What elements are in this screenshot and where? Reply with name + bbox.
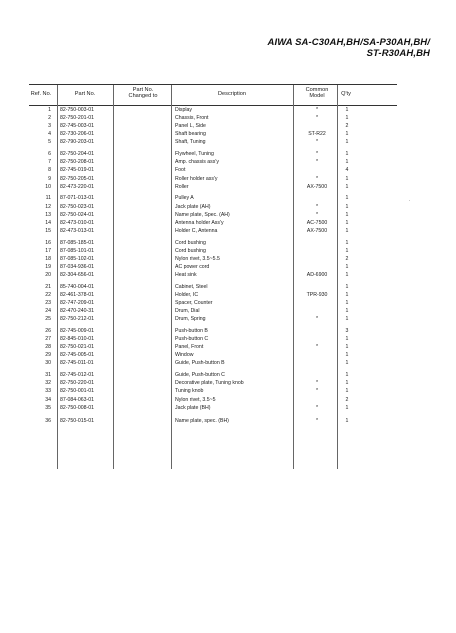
qty-cell: 2 bbox=[345, 255, 349, 262]
description-cell: Drum, Dial bbox=[175, 308, 200, 315]
description-cell: Name plate, Spec. (AH) bbox=[175, 211, 230, 218]
table-row bbox=[29, 284, 397, 291]
ref-no-cell: 24 bbox=[45, 308, 51, 315]
qty-cell: 1 bbox=[345, 372, 349, 379]
ref-no-cell: 5 bbox=[48, 139, 51, 146]
part-no-cell: 82-750-001-01 bbox=[60, 388, 95, 395]
description-cell: AC power cord bbox=[175, 263, 210, 270]
part-no-cell: 82-473-010-01 bbox=[60, 219, 95, 226]
ref-no-cell: 33 bbox=[45, 388, 51, 395]
table-row bbox=[29, 240, 397, 247]
qty-cell: 2 bbox=[345, 396, 349, 403]
common-model-cell: * bbox=[315, 344, 319, 351]
ref-no-cell: 13 bbox=[45, 211, 51, 218]
qty-cell: 1 bbox=[345, 344, 349, 351]
document-title-line1: AIWA SA-C30AH,BH/SA-P30AH,BH/ bbox=[267, 37, 430, 48]
table-row bbox=[29, 292, 397, 299]
part-no-cell: 82-747-209-01 bbox=[60, 300, 95, 306]
part-no-cell: 82-745-003-01 bbox=[60, 123, 95, 130]
qty-cell: 1 bbox=[345, 211, 349, 218]
qty-cell: 1 bbox=[345, 175, 349, 182]
description-cell: Jack plate (AH) bbox=[175, 203, 211, 210]
ref-no-cell: 9 bbox=[48, 175, 51, 182]
qty-cell: 1 bbox=[345, 404, 349, 411]
ref-no-cell: 17 bbox=[45, 247, 51, 254]
common-model-cell: * bbox=[315, 115, 319, 122]
qty-cell: 1 bbox=[345, 308, 349, 315]
ref-no-cell: 35 bbox=[45, 404, 51, 411]
column-divider bbox=[57, 85, 58, 105]
description-cell: Panel, Front bbox=[175, 344, 204, 351]
part-no-cell: 82-845-010-01 bbox=[60, 336, 95, 343]
common-model-cell: ST-R22 bbox=[308, 131, 326, 138]
part-no-cell: 87-085-102-01 bbox=[60, 255, 95, 262]
description-cell: Spacer, Counter bbox=[175, 300, 213, 306]
part-no-cell: 82-750-015-01 bbox=[60, 418, 95, 425]
ref-no-cell: 34 bbox=[45, 396, 51, 403]
common-model-cell: AC-7500 bbox=[306, 219, 328, 226]
description-cell: Heat sink bbox=[175, 272, 197, 278]
part-no-cell: 82-750-021-01 bbox=[60, 344, 95, 351]
part-no-cell: 82-745-012-01 bbox=[60, 372, 95, 379]
ref-no-cell: 20 bbox=[45, 272, 51, 278]
part-no-cell: 82-750-204-01 bbox=[60, 151, 95, 158]
description-cell: Panel L, Side bbox=[175, 123, 206, 130]
description-cell: Cord bushing bbox=[175, 239, 206, 246]
qty-cell: 1 bbox=[345, 316, 349, 323]
qty-cell: 1 bbox=[345, 247, 349, 254]
common-model-cell: AX-7500 bbox=[306, 227, 328, 234]
document-title-line2: ST-R30AH,BH bbox=[366, 48, 430, 59]
ref-no-cell: 25 bbox=[45, 316, 51, 323]
ref-no-cell: 36 bbox=[45, 418, 51, 425]
ref-no-cell: 6 bbox=[48, 151, 51, 158]
common-model-cell: AX-7500 bbox=[306, 183, 328, 190]
part-no-cell: 82-750-208-01 bbox=[60, 159, 95, 166]
table-row bbox=[29, 151, 397, 158]
description-cell: Guide, Push-button B bbox=[175, 360, 225, 367]
description-cell: Nylon rivet, 3.5~5.5 bbox=[175, 255, 220, 262]
table-row bbox=[29, 256, 397, 263]
part-no-cell: 82-750-212-01 bbox=[60, 316, 95, 323]
ref-no-cell: 11 bbox=[45, 195, 51, 202]
table-row bbox=[29, 167, 397, 174]
qty-cell: 1 bbox=[345, 131, 349, 138]
table-row bbox=[29, 272, 397, 279]
part-no-cell: 87-034-936-01 bbox=[60, 263, 95, 270]
common-model-cell: * bbox=[315, 139, 319, 146]
part-no-cell: 82-745-019-01 bbox=[60, 167, 95, 174]
ref-no-cell: 29 bbox=[45, 352, 51, 359]
table-row bbox=[29, 328, 397, 335]
col-description: Description bbox=[218, 91, 246, 97]
description-cell: Cord bushing bbox=[175, 247, 206, 254]
description-cell: Drum, Spring bbox=[175, 316, 206, 323]
table-row bbox=[29, 418, 397, 425]
description-cell: Name plate, spec. (BH) bbox=[175, 418, 229, 425]
part-no-cell: 82-790-203-01 bbox=[60, 139, 95, 146]
table-row bbox=[29, 131, 397, 138]
table-row bbox=[29, 204, 397, 211]
part-no-cell: 82-750-024-01 bbox=[60, 211, 95, 218]
qty-cell: 1 bbox=[345, 336, 349, 343]
part-no-cell: 82-461-378-01 bbox=[60, 291, 95, 298]
description-cell: Display bbox=[175, 107, 193, 113]
common-model-cell: * bbox=[315, 418, 319, 425]
qty-cell: 1 bbox=[345, 291, 349, 298]
qty-cell: 1 bbox=[345, 183, 349, 190]
qty-cell: 1 bbox=[345, 115, 349, 122]
description-cell: Roller holder ass'y bbox=[175, 175, 218, 182]
description-cell: Window bbox=[175, 352, 194, 359]
description-cell: Antenna holder Ass'y bbox=[175, 219, 224, 226]
common-model-cell: AD-6900 bbox=[306, 272, 328, 278]
qty-cell: 1 bbox=[345, 239, 349, 246]
qty-cell: 1 bbox=[345, 195, 349, 202]
part-no-cell: 82-470-240-31 bbox=[60, 308, 95, 315]
part-no-cell: 82-750-220-01 bbox=[60, 380, 95, 387]
ref-no-cell: 12 bbox=[45, 203, 51, 210]
part-no-cell: 85-740-004-01 bbox=[60, 283, 95, 290]
part-no-cell: 82-304-656-01 bbox=[60, 272, 95, 278]
part-no-cell: 82-730-206-01 bbox=[60, 131, 95, 138]
col-qty: Q'ty bbox=[341, 91, 351, 97]
col-ref-no: Ref. No. bbox=[30, 91, 52, 97]
table-row bbox=[29, 195, 397, 202]
table-row bbox=[29, 397, 397, 404]
common-model-cell: TPR-930 bbox=[306, 291, 328, 298]
qty-cell: 3 bbox=[345, 328, 349, 334]
qty-cell: 1 bbox=[345, 388, 349, 395]
table-header bbox=[29, 84, 397, 106]
table-row bbox=[29, 107, 397, 114]
column-divider bbox=[171, 85, 172, 105]
qty-cell: 1 bbox=[345, 219, 349, 226]
table-row bbox=[29, 139, 397, 146]
table-row bbox=[29, 115, 397, 122]
description-cell: Shaft bearing bbox=[175, 131, 206, 138]
table-row bbox=[29, 380, 397, 387]
qty-cell: 1 bbox=[345, 203, 349, 210]
col-common-model: Common Model bbox=[305, 87, 329, 99]
table-row bbox=[29, 300, 397, 307]
table-row bbox=[29, 220, 397, 227]
qty-cell: 1 bbox=[345, 159, 349, 166]
column-divider bbox=[337, 85, 338, 105]
part-no-cell: 82-750-023-01 bbox=[60, 203, 95, 210]
table-row bbox=[29, 372, 397, 379]
table-row bbox=[29, 248, 397, 255]
col-part-no: Part No. bbox=[74, 91, 96, 97]
qty-cell: 1 bbox=[345, 151, 349, 158]
description-cell: Push-button C bbox=[175, 336, 209, 343]
table-body bbox=[29, 104, 397, 469]
common-model-cell: * bbox=[315, 203, 319, 210]
common-model-cell: * bbox=[315, 107, 319, 113]
description-cell: Holder C, Antenna bbox=[175, 227, 218, 234]
ref-no-cell: 23 bbox=[45, 300, 51, 306]
table-row bbox=[29, 352, 397, 359]
ref-no-cell: 15 bbox=[45, 227, 51, 234]
description-cell: Cabinet, Steel bbox=[175, 283, 208, 290]
table-row bbox=[29, 388, 397, 395]
ref-no-cell: 31 bbox=[45, 372, 51, 379]
table-row bbox=[29, 228, 397, 235]
common-model-cell: * bbox=[315, 404, 319, 411]
part-no-cell: 87-085-185-01 bbox=[60, 239, 95, 246]
part-no-cell: 82-473-013-01 bbox=[60, 227, 95, 234]
table-row bbox=[29, 184, 397, 191]
table-row bbox=[29, 336, 397, 343]
ref-no-cell: 21 bbox=[45, 283, 51, 290]
table-row bbox=[29, 123, 397, 130]
common-model-cell: * bbox=[315, 175, 319, 182]
part-no-cell: 87-085-101-01 bbox=[60, 247, 95, 254]
stray-mark: . bbox=[409, 197, 411, 203]
column-divider bbox=[113, 85, 114, 105]
qty-cell: 1 bbox=[345, 107, 349, 113]
col-changed-to: Part No. Changed to bbox=[128, 87, 158, 99]
common-model-cell: * bbox=[315, 159, 319, 166]
common-model-cell: * bbox=[315, 388, 319, 395]
description-cell: Chassis, Front bbox=[175, 115, 209, 122]
ref-no-cell: 4 bbox=[48, 131, 51, 138]
parts-list-table bbox=[29, 84, 397, 425]
ref-no-cell: 10 bbox=[45, 183, 51, 190]
ref-no-cell: 3 bbox=[48, 123, 51, 130]
ref-no-cell: 1 bbox=[48, 107, 51, 113]
qty-cell: 1 bbox=[345, 139, 349, 146]
part-no-cell: 82-750-008-01 bbox=[60, 404, 95, 411]
qty-cell: 1 bbox=[345, 283, 349, 290]
qty-cell: 1 bbox=[345, 272, 349, 278]
ref-no-cell: 30 bbox=[45, 360, 51, 367]
common-model-cell: * bbox=[315, 211, 319, 218]
description-cell: Pulley A bbox=[175, 195, 194, 202]
column-divider bbox=[293, 85, 294, 105]
description-cell: Decorative plate, Tuning knob bbox=[175, 380, 244, 387]
part-no-cell: 82-473-220-01 bbox=[60, 183, 95, 190]
qty-cell: 2 bbox=[345, 123, 349, 130]
ref-no-cell: 19 bbox=[45, 263, 51, 270]
ref-no-cell: 2 bbox=[48, 115, 51, 122]
ref-no-cell: 7 bbox=[48, 159, 51, 166]
qty-cell: 4 bbox=[345, 167, 349, 174]
table-row bbox=[29, 360, 397, 367]
ref-no-cell: 14 bbox=[45, 219, 51, 226]
description-cell: Guide, Push-button C bbox=[175, 372, 225, 379]
ref-no-cell: 32 bbox=[45, 380, 51, 387]
common-model-cell: * bbox=[315, 151, 319, 158]
description-cell: Tuning knob bbox=[175, 388, 204, 395]
ref-no-cell: 18 bbox=[45, 255, 51, 262]
description-cell: Shaft, Tuning bbox=[175, 139, 206, 146]
part-no-cell: 87-084-063-01 bbox=[60, 396, 95, 403]
description-cell: Nylon rivet, 3.5~5 bbox=[175, 396, 216, 403]
part-no-cell: 82-750-201-01 bbox=[60, 115, 95, 122]
description-cell: Amp. chassis ass'y bbox=[175, 159, 219, 166]
ref-no-cell: 16 bbox=[45, 239, 51, 246]
description-cell: Roller bbox=[175, 183, 189, 190]
description-cell: Push-button B bbox=[175, 328, 208, 334]
qty-cell: 1 bbox=[345, 418, 349, 425]
ref-no-cell: 26 bbox=[45, 328, 51, 334]
table-row bbox=[29, 159, 397, 166]
part-no-cell: 82-750-003-01 bbox=[60, 107, 95, 113]
qty-cell: 1 bbox=[345, 360, 349, 367]
part-no-cell: 87-071-013-01 bbox=[60, 195, 95, 202]
ref-no-cell: 8 bbox=[48, 167, 51, 174]
table-row bbox=[29, 212, 397, 219]
description-cell: Foot bbox=[175, 167, 186, 174]
table-row bbox=[29, 316, 397, 323]
qty-cell: 1 bbox=[345, 380, 349, 387]
qty-cell: 1 bbox=[345, 227, 349, 234]
table-row bbox=[29, 308, 397, 315]
qty-cell: 1 bbox=[345, 352, 349, 359]
common-model-cell: * bbox=[315, 380, 319, 387]
qty-cell: 1 bbox=[345, 263, 349, 270]
ref-no-cell: 28 bbox=[45, 344, 51, 351]
table-row bbox=[29, 344, 397, 351]
table-row bbox=[29, 264, 397, 271]
part-no-cell: 82-745-011-01 bbox=[60, 360, 94, 367]
description-cell: Holder, IC bbox=[175, 291, 199, 298]
qty-cell: 1 bbox=[345, 300, 349, 306]
common-model-cell: * bbox=[315, 316, 319, 323]
table-row bbox=[29, 405, 397, 412]
part-no-cell: 82-750-205-01 bbox=[60, 175, 95, 182]
description-cell: Jack plate (BH) bbox=[175, 404, 211, 411]
part-no-cell: 82-745-009-01 bbox=[60, 328, 95, 334]
description-cell: Flywheel, Tuning bbox=[175, 151, 214, 158]
part-no-cell: 82-745-005-01 bbox=[60, 352, 95, 359]
ref-no-cell: 27 bbox=[45, 336, 51, 343]
ref-no-cell: 22 bbox=[45, 291, 51, 298]
table-row bbox=[29, 176, 397, 183]
